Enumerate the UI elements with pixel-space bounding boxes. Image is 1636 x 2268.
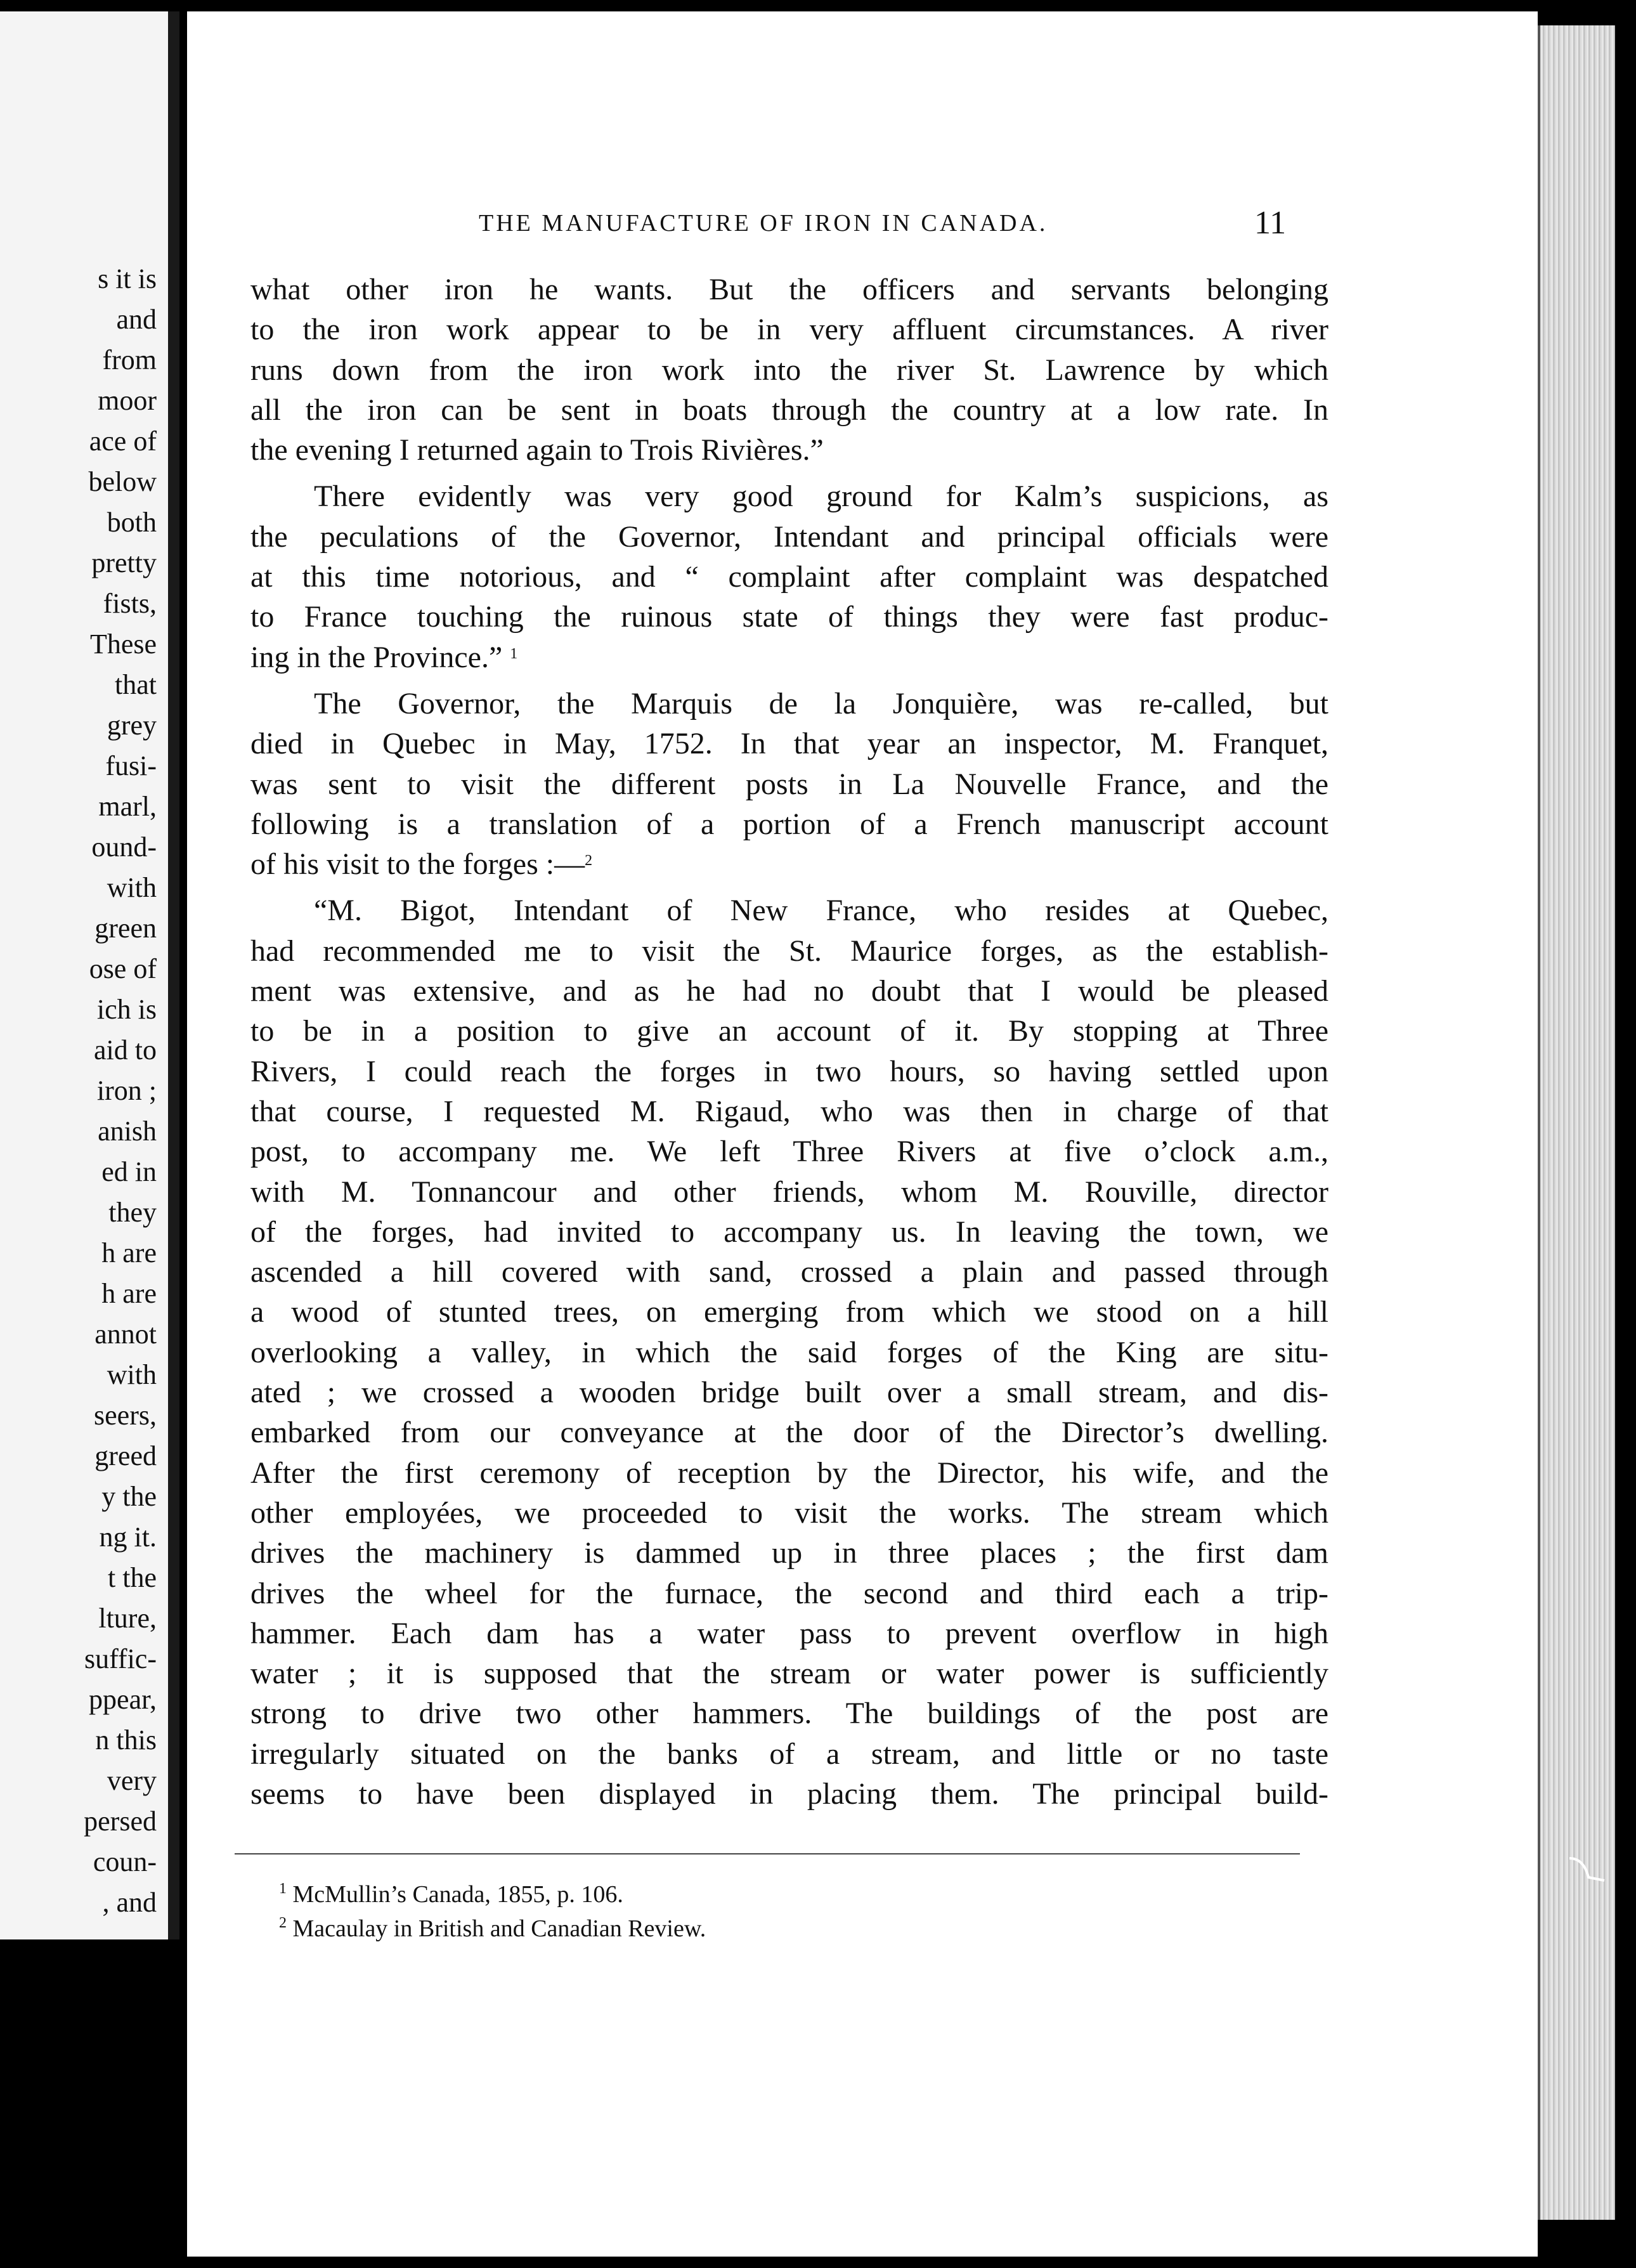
footnote-mark: 2 (279, 1915, 287, 1931)
text-line: of the forges, had invited to accompany us. In leaving the town, we (250, 1215, 1328, 1249)
left-page-line-fragment: moor (98, 385, 157, 416)
left-page-line-fragment: grey (107, 710, 157, 741)
left-page-line-fragment: coun- (93, 1846, 157, 1877)
left-page-line-fragment: suffic- (84, 1643, 157, 1674)
body-text (250, 270, 1328, 1814)
text-line: a wood of stunted trees, on emerging from which we stood on a hill (250, 1295, 1328, 1329)
text-line: “M. Bigot, Intendant of New France, who resides at Quebec, (314, 894, 1328, 928)
left-page-line-fragment: ed in (101, 1156, 157, 1187)
left-page-line-fragment: lture, (98, 1603, 157, 1634)
text-line: runs down from the iron work into the river St. Lawrence by which (250, 353, 1328, 387)
left-page-line-fragment: y the (101, 1481, 157, 1512)
text-line: seems to have been displayed in placing them. The principal build- (250, 1776, 1328, 1811)
left-page-line-fragment: and (116, 304, 157, 335)
left-page-line-fragment: both (107, 507, 157, 538)
left-page-line-fragment: with (107, 1359, 157, 1390)
previous-page-fragment (0, 11, 179, 1939)
text-line: ment was extensive, and as he had no doubt that I would be pleased (250, 974, 1328, 1008)
text-line: After the first ceremony of reception by the Director, his wife, and the (250, 1456, 1328, 1490)
text-line: ated ; we crossed a wooden bridge built over a small stream, and dis- (250, 1376, 1328, 1410)
text-line: overlooking a valley, in which the said forges of the King are situ- (250, 1335, 1328, 1369)
left-page-line-fragment: s it is (98, 263, 157, 294)
left-page-line-fragment: very (107, 1765, 157, 1796)
footnote-divider (235, 1853, 1300, 1854)
left-page-line-fragment: t the (108, 1562, 157, 1593)
text-line: with M. Tonnancour and other friends, whom M. Rouville, director (250, 1175, 1328, 1209)
text-line: ascended a hill covered with sand, crossed a plain and passed through (250, 1255, 1328, 1289)
text-line: drives the machinery is dammed up in three places ; the first dam (250, 1536, 1328, 1570)
text-line-with-footnote: of his visit to the forges :—$^2$ (250, 847, 593, 882)
text-line: the peculations of the Governor, Intendant and principal officials were (250, 519, 1328, 554)
text-line: to the iron work appear to be in very affluent circumstances. A river (250, 313, 1328, 347)
left-page-line-fragment: fists, (103, 588, 157, 619)
page-block-edge (1538, 25, 1615, 2220)
text-line: that course, I requested M. Rigaud, who was then in charge of that (250, 1094, 1328, 1128)
left-page-line-fragment: pretty (91, 547, 157, 578)
text-line: other employées, we proceeded to visit the works. The stream which (250, 1496, 1328, 1530)
running-head: THE MANUFACTURE OF IRON IN CANADA. (479, 210, 1048, 237)
text-line: drives the wheel for the furnace, the second and third each a trip- (250, 1576, 1328, 1610)
left-page-line-fragment: ich is (96, 994, 157, 1025)
text-line: died in Quebec in May, 1752. In that year an inspector, M. Franquet, (250, 727, 1328, 761)
left-page-line-fragment: from (102, 344, 157, 375)
footnote-mark: 1 (279, 1880, 287, 1897)
left-page-line-fragment: greed (94, 1440, 157, 1471)
left-page-line-fragment: they (108, 1197, 157, 1228)
text-line: to France touching the ruinous state of things they were fast produc- (250, 600, 1328, 634)
left-page-line-fragment: ppear, (89, 1684, 157, 1715)
left-page-line-fragment: fusi- (105, 750, 157, 781)
footnote-mark: 1 (510, 645, 518, 662)
left-page-line-fragment: with (107, 872, 157, 903)
footnote-mark: 2 (585, 852, 593, 870)
text-line: irregularly situated on the banks of a stream, and little or no taste (250, 1737, 1328, 1771)
left-page-line-fragment: ound- (91, 831, 157, 863)
left-page-line-fragment: These (89, 629, 157, 660)
left-page-line-fragment: ace of (89, 426, 157, 457)
text-line: water ; it is supposed that the stream or water power is sufficiently (250, 1657, 1328, 1691)
footnotes (279, 1877, 1294, 1946)
text-line: to be in a position to give an account of it. By stopping at Three (250, 1014, 1328, 1048)
scan-artifact (1566, 1852, 1617, 1890)
left-page-line-fragment: h are (101, 1278, 157, 1309)
text-line: Rivers, I could reach the forges in two hours, so having settled upon (250, 1054, 1328, 1088)
text-line: strong to drive two other hammers. The buildings of the post are (250, 1697, 1328, 1731)
left-page-line-fragment: below (88, 466, 157, 497)
text-line: hammer. Each dam has a water pass to prevent overflow in high (250, 1616, 1328, 1650)
text-line: The Governor, the Marquis de la Jonquière, was re-called, but (314, 686, 1328, 720)
text-line: post, to accompany me. We left Three Rivers at five o’clock a.m., (250, 1135, 1328, 1169)
left-page-line-fragment: , and (102, 1887, 157, 1918)
left-page-line-fragment: ose of (89, 953, 157, 984)
left-page-line-fragment: ng it. (99, 1522, 157, 1553)
left-page-line-fragment: annot (94, 1319, 157, 1350)
left-page-line-fragment: aid to (94, 1034, 157, 1066)
left-page-line-fragment: green (94, 913, 157, 944)
text-line: all the iron can be sent in boats through the country at a low rate. In (250, 393, 1328, 427)
left-page-line-fragment: h are (101, 1237, 157, 1268)
left-page-line-fragment: that (115, 669, 157, 700)
text-line: There evidently was very good ground for Kalm’s suspicions, as (314, 479, 1328, 514)
text-line-with-footnote: ing in the Province.” $^1$ (250, 640, 518, 674)
text-line: embarked from our conveyance at the door of the Director’s dwelling. (250, 1416, 1328, 1450)
footnote: $^2$ Macaulay in British and Canadian Review. (279, 1915, 706, 1942)
left-page-line-fragment: marl, (98, 791, 157, 822)
text-line: following is a translation of a portion of a French manuscript account (250, 807, 1328, 841)
footnote: $^1$ McMullin’s Canada, 1855, p. 106. (279, 1880, 623, 1908)
text-line: the evening I returned again to Trois Rivières.” (250, 433, 824, 467)
text-line: what other iron he wants. But the officers and servants belonging (250, 273, 1328, 306)
text-line: at this time notorious, and “ complaint after complaint was despatched (250, 560, 1328, 594)
text-line: was sent to visit the different posts in La Nouvelle France, and the (250, 767, 1328, 801)
left-page-line-fragment: persed (84, 1806, 157, 1837)
left-page-line-fragment: n this (95, 1724, 157, 1756)
text-line: had recommended me to visit the St. Maurice forges, as the establish- (250, 934, 1328, 968)
left-page-line-fragment: anish (98, 1116, 157, 1147)
page-number: 11 (1254, 205, 1287, 241)
left-page-line-fragment: iron ; (96, 1075, 157, 1106)
left-page-line-fragment: seers, (94, 1400, 157, 1431)
